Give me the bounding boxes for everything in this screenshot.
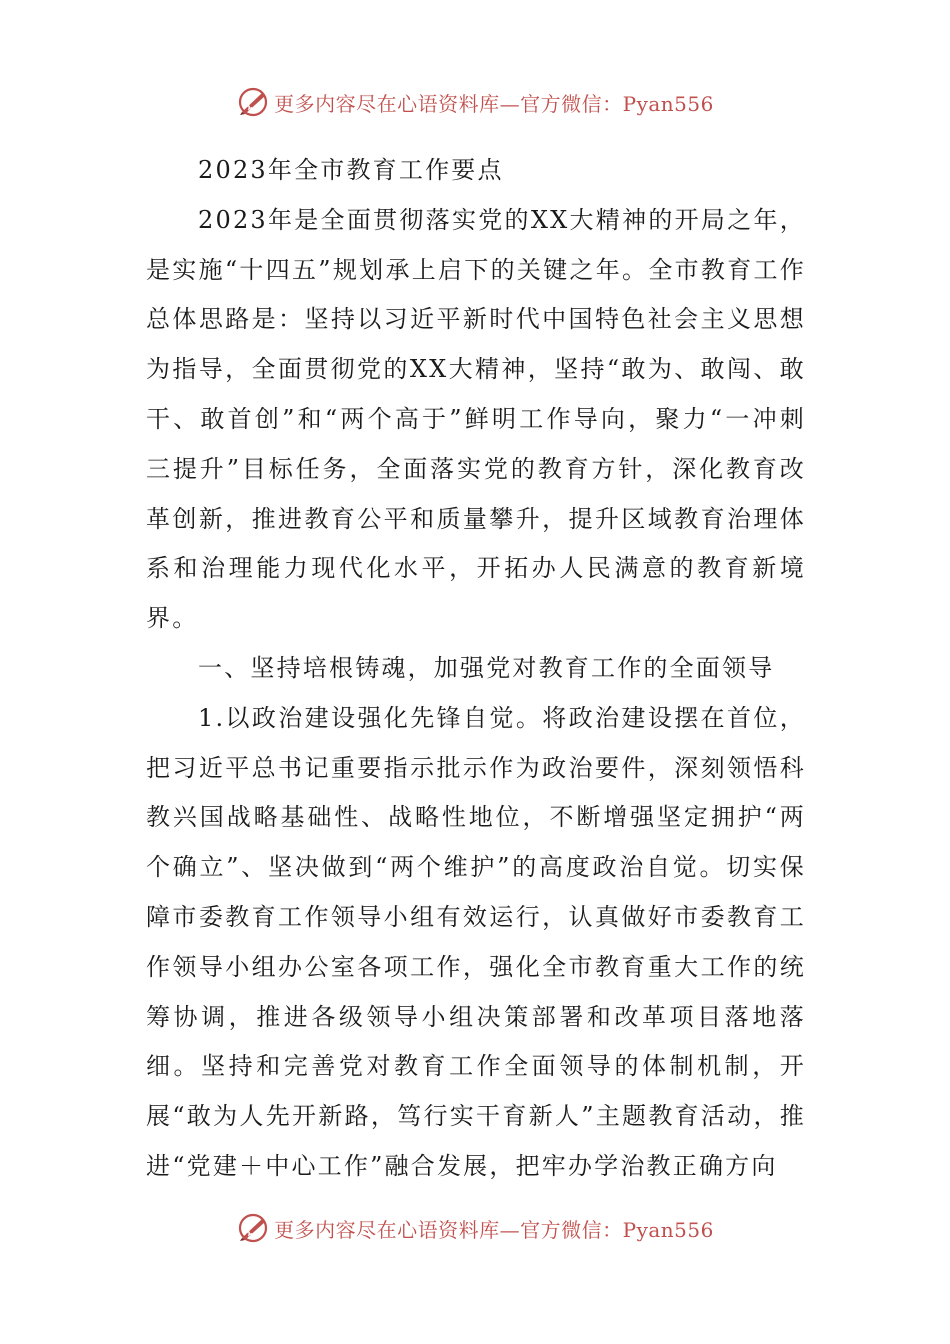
- document-body: [146, 146, 806, 1192]
- intro-paragraph: 2023年是全面贯彻落实党的XX大精神的开局之年，是实施“十四五”规划承上启下的关键之年。全市教育工作总体思路是：坚持以习近平新时代中国特色社会主义思想为指导，全面贯彻党的XX大精神，坚持“敢为、敢闯、敢干、敢首创”和“两个高于”鲜明工作导向，聚力“一冲刺三提升”目标任务，全面落实党的教育方针，深化教育改革创新，推进教育公平和质量攀升，提升区域教育治理体系和治理能力现代化水平，开拓办人民满意的教育新境界。: [146, 205, 806, 633]
- header-watermark: [0, 82, 950, 122]
- pen-circle-logo-icon: [236, 1211, 270, 1245]
- section-paragraph: 1.以政治建设强化先锋自觉。将政治建设摆在首位，把习近平总书记重要指示批示作为政治要件，深刻领悟科教兴国战略基础性、战略性地位，不断增强坚定拥护“两个确立”、坚决做到“两个维护”的高度政治自觉。切实保障市委教育工作领导小组有效运行，认真做好市委教育工作领导小组办公室各项工作，强化全市教育重大工作的统筹协调，推进各级领导小组决策部署和改革项目落地落细。坚持和完善党对教育工作全面领导的体制机制，开展“敢为人先开新路，笃行实干育新人”主题教育活动，推进“党建＋中心工作”融合发展，把牢办学治教正确方向: [146, 703, 806, 1180]
- watermark-text: 更多内容尽在心语资料库—官方微信：Pyan556: [274, 91, 714, 116]
- document-title: 2023年全市教育工作要点: [198, 156, 504, 184]
- watermark-text: 更多内容尽在心语资料库—官方微信：Pyan556: [274, 1217, 714, 1242]
- footer-watermark: [0, 1208, 950, 1248]
- pen-circle-logo-icon: [236, 85, 270, 119]
- section-heading: 一、坚持培根铸魂，加强党对教育工作的全面领导: [198, 653, 775, 682]
